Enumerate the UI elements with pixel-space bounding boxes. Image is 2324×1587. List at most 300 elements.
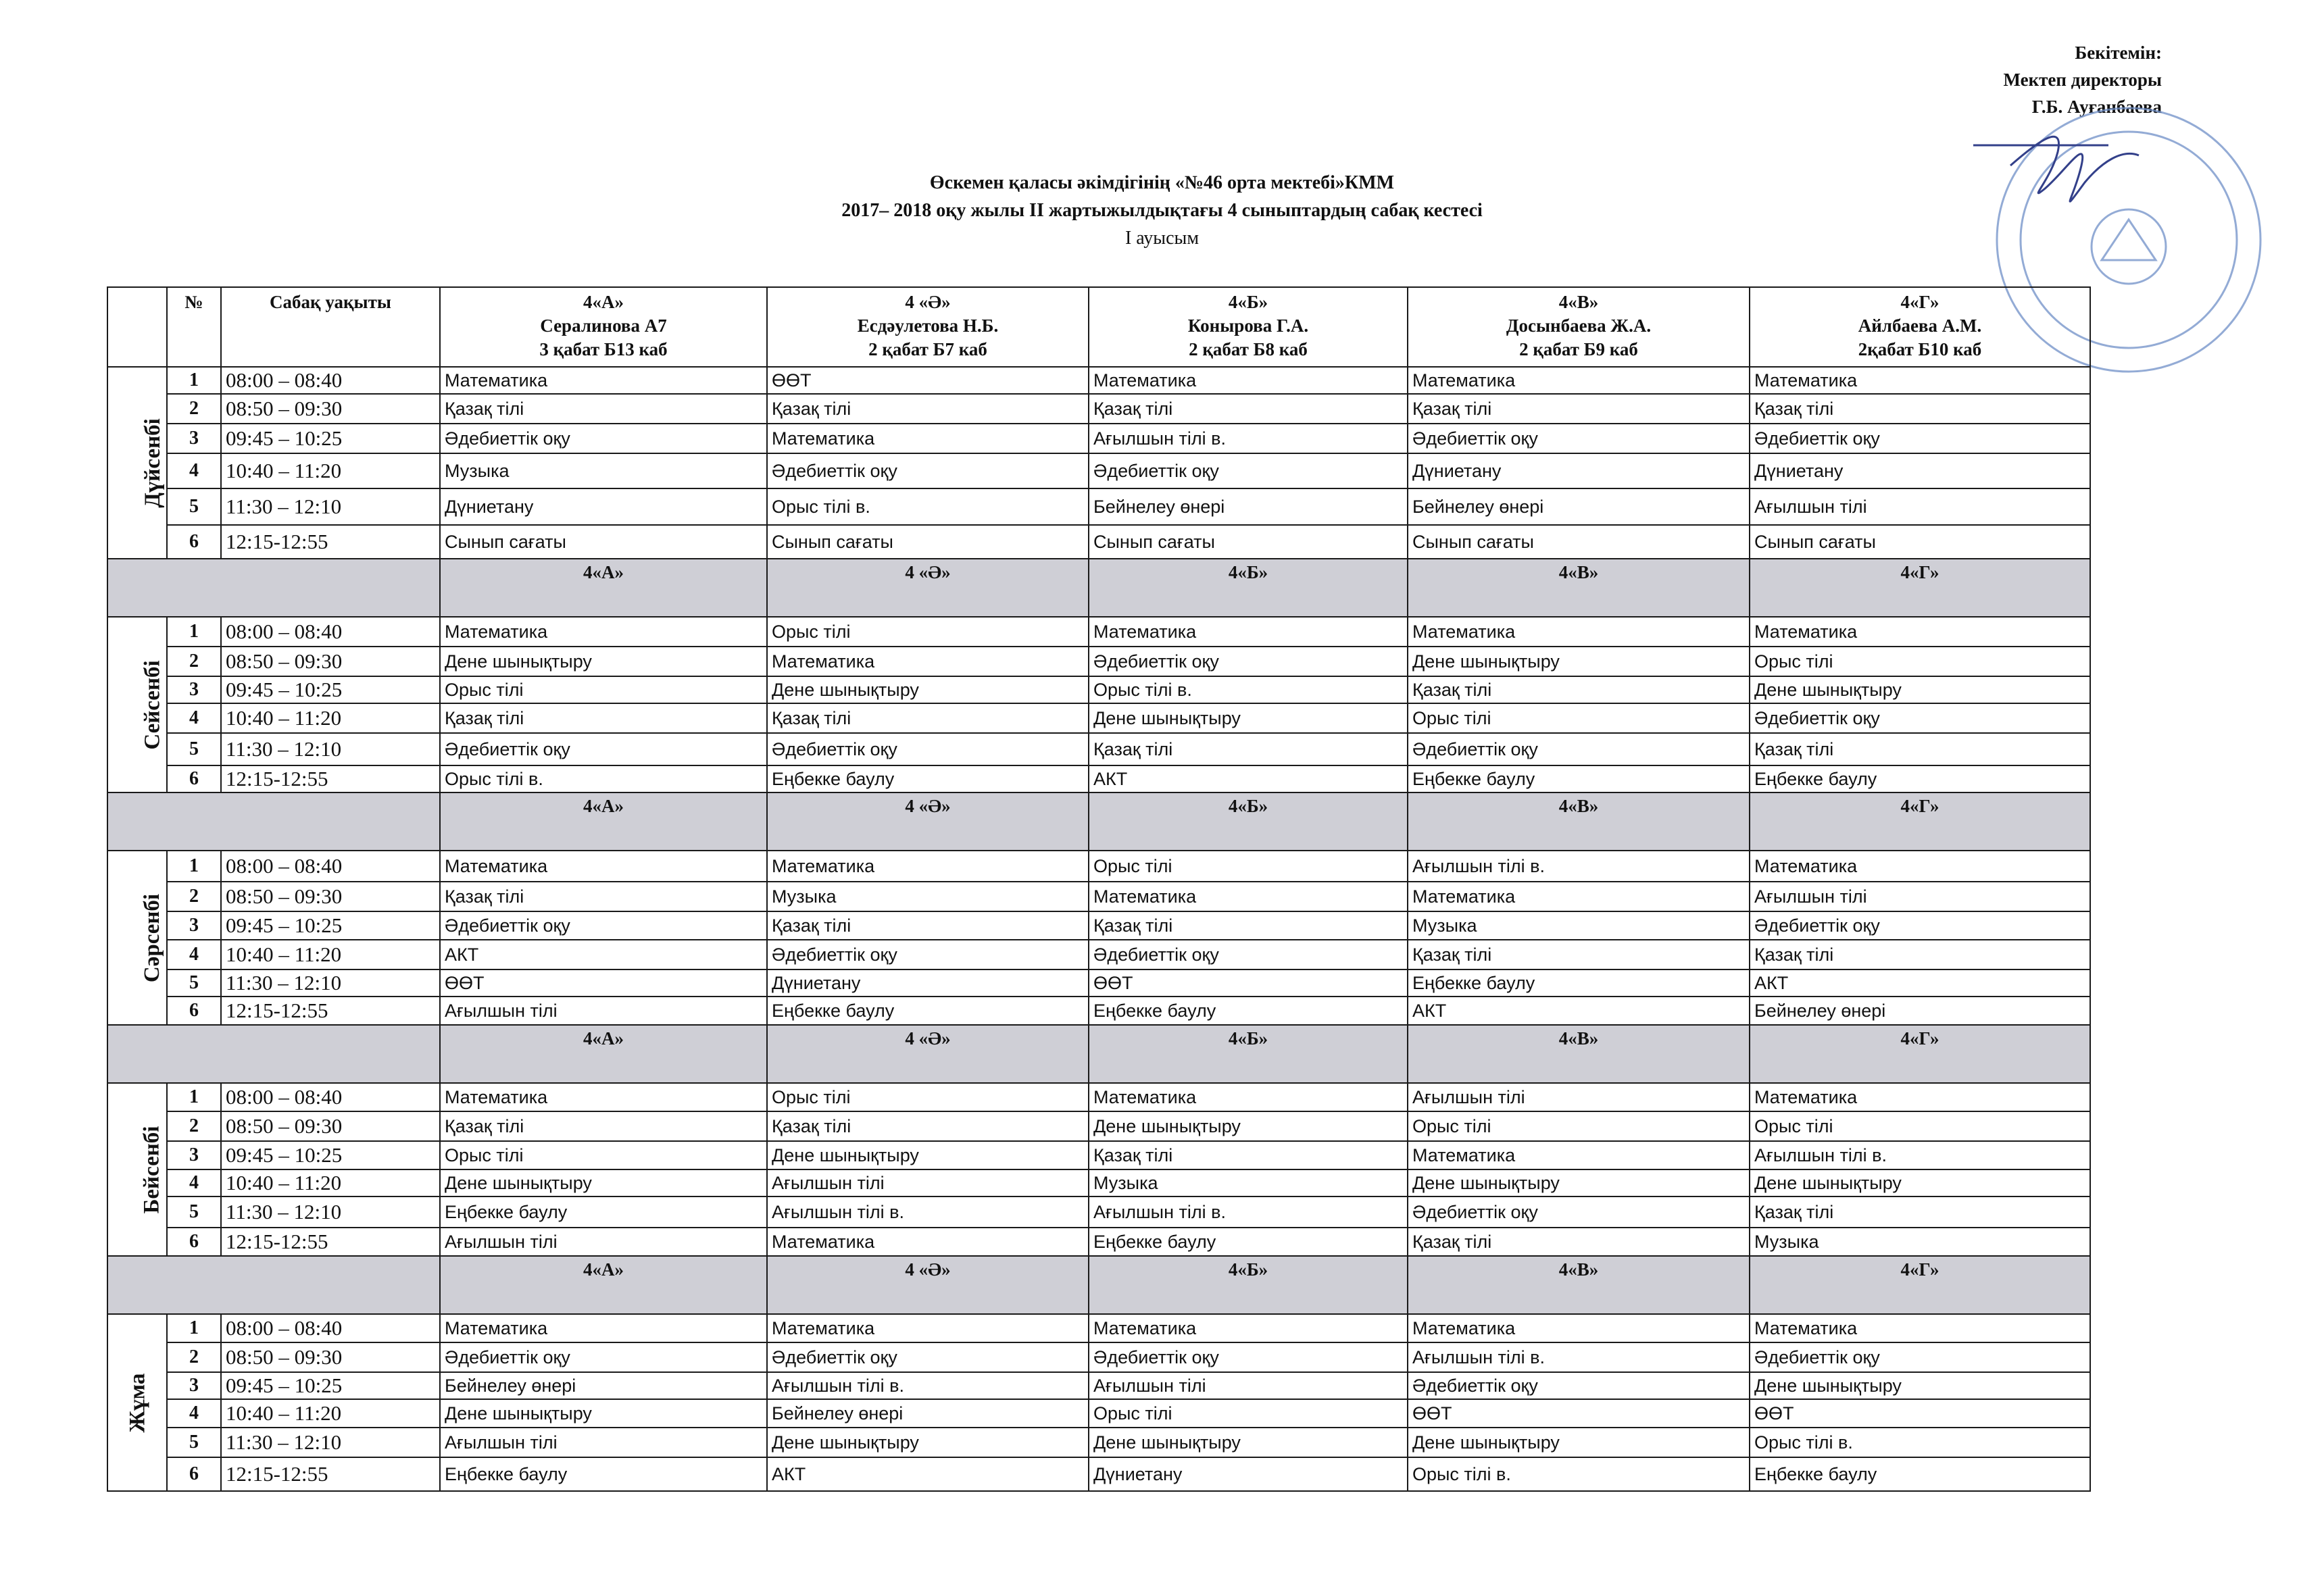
- lesson-time: 08:00 – 08:40: [221, 1083, 440, 1111]
- subject-cell: Орыс тілі: [767, 617, 1089, 647]
- lesson-row: [107, 1196, 2090, 1228]
- subject-cell: Еңбекке баулу: [767, 765, 1089, 792]
- subject-cell: Әдебиеттік оқу: [1089, 1342, 1408, 1372]
- class-separator-row: [107, 559, 2090, 617]
- shift-label: І ауысым: [1124, 228, 1200, 249]
- approval-line-3: Г.Б. Ауғанбаева: [2031, 97, 2162, 117]
- subject-cell: ӨӨТ: [1408, 1399, 1750, 1428]
- subject-cell: Дене шынықтыру: [1750, 676, 2090, 703]
- separator-class-label: 4 «Ә»: [767, 559, 1089, 617]
- subject-cell: Ағылшын тілі: [1408, 1083, 1750, 1111]
- subject-cell: ӨӨТ: [767, 367, 1089, 394]
- subject-cell: Әдебиеттік оқу: [767, 453, 1089, 488]
- subject-cell: Ағылшын тілі в.: [1089, 1196, 1408, 1228]
- subject-cell: Әдебиеттік оқу: [440, 733, 767, 765]
- subject-cell: Математика: [1750, 367, 2090, 394]
- separator-class-label: 4«В»: [1408, 1025, 1750, 1083]
- lesson-number: 2: [167, 647, 221, 676]
- lesson-time: 12:15-12:55: [221, 1457, 440, 1491]
- subject-cell: Математика: [440, 367, 767, 394]
- lesson-number: 3: [167, 911, 221, 940]
- lesson-row: [107, 1141, 2090, 1169]
- subject-cell: Қазақ тілі: [767, 911, 1089, 940]
- subject-cell: Орыс тілі в.: [1408, 1457, 1750, 1491]
- separator-class-label: 4«В»: [1408, 559, 1750, 617]
- subject-cell: Қазақ тілі: [440, 882, 767, 911]
- subject-cell: Ағылшын тілі в.: [1408, 851, 1750, 882]
- subject-cell: Қазақ тілі: [767, 1111, 1089, 1141]
- class-name: 4 «Ә»: [905, 292, 951, 312]
- lesson-number: 4: [167, 453, 221, 488]
- lesson-row: [107, 911, 2090, 940]
- class-room: 2 қабат Б9 каб: [1519, 339, 1638, 359]
- subject-cell: Математика: [1089, 882, 1408, 911]
- day-name: Дүйсенбі: [140, 418, 165, 508]
- class-teacher: Досынбаева Ж.А.: [1506, 316, 1652, 336]
- lesson-time: 09:45 – 10:25: [221, 1372, 440, 1399]
- subject-cell: Ағылшын тілі в.: [1408, 1342, 1750, 1372]
- subject-cell: Математика: [1089, 1314, 1408, 1342]
- subject-cell: Қазақ тілі: [1750, 394, 2090, 424]
- lesson-row: [107, 1372, 2090, 1399]
- lesson-time: 11:30 – 12:10: [221, 969, 440, 997]
- subject-cell: Ағылшын тілі: [440, 997, 767, 1025]
- subject-cell: Орыс тілі: [767, 1083, 1089, 1111]
- lesson-row: [107, 1228, 2090, 1256]
- subject-cell: ӨӨТ: [440, 969, 767, 997]
- lesson-row: [107, 1111, 2090, 1141]
- lesson-time: 08:50 – 09:30: [221, 1342, 440, 1372]
- lesson-row: [107, 703, 2090, 733]
- subject-cell: Әдебиеттік оқу: [1750, 911, 2090, 940]
- subject-cell: Сынып сағаты: [1750, 525, 2090, 559]
- subject-cell: Қазақ тілі: [1750, 733, 2090, 765]
- subject-cell: Дүниетану: [1750, 453, 2090, 488]
- subject-cell: Қазақ тілі: [767, 394, 1089, 424]
- subject-cell: Қазақ тілі: [440, 1111, 767, 1141]
- lesson-time: 08:00 – 08:40: [221, 367, 440, 394]
- subject-cell: Әдебиеттік оқу: [767, 733, 1089, 765]
- separator-class-label: 4«Г»: [1750, 559, 2090, 617]
- subject-cell: Сынып сағаты: [440, 525, 767, 559]
- separator-class-label: 4«Б»: [1089, 792, 1408, 851]
- subject-cell: Қазақ тілі: [1408, 676, 1750, 703]
- lesson-row: [107, 969, 2090, 997]
- lesson-time: 10:40 – 11:20: [221, 1169, 440, 1196]
- subject-cell: Математика: [767, 1314, 1089, 1342]
- lesson-row: [107, 424, 2090, 453]
- header-class-4a: [440, 287, 767, 367]
- lesson-row: [107, 1457, 2090, 1491]
- subject-cell: Математика: [1750, 1314, 2090, 1342]
- subject-cell: Ағылшын тілі в.: [767, 1196, 1089, 1228]
- subject-cell: Әдебиеттік оқу: [1408, 424, 1750, 453]
- subject-cell: Әдебиеттік оқу: [1408, 1372, 1750, 1399]
- day-name: Бейсенбі: [139, 1126, 164, 1213]
- lesson-number: 1: [167, 851, 221, 882]
- separator-class-label: 4«А»: [440, 1025, 767, 1083]
- lesson-row: [107, 647, 2090, 676]
- class-teacher: Айлбаева А.М.: [1858, 316, 1982, 336]
- lesson-number: 3: [167, 424, 221, 453]
- subject-cell: Әдебиеттік оқу: [1750, 424, 2090, 453]
- subject-cell: АКТ: [1089, 765, 1408, 792]
- lesson-number: 2: [167, 1111, 221, 1141]
- lesson-number: 4: [167, 1169, 221, 1196]
- subject-cell: Сынып сағаты: [1089, 525, 1408, 559]
- class-room: 2қабат Б10 каб: [1858, 339, 1982, 359]
- lesson-number: 1: [167, 367, 221, 394]
- separator-blank: [107, 1025, 440, 1083]
- subject-cell: Еңбекке баулу: [1750, 1457, 2090, 1491]
- subject-cell: Математика: [1408, 1141, 1750, 1169]
- subject-cell: Қазақ тілі: [1089, 733, 1408, 765]
- separator-class-label: 4«Г»: [1750, 792, 2090, 851]
- subject-cell: Дүниетану: [767, 969, 1089, 997]
- header-class-4b: [1089, 287, 1408, 367]
- separator-class-label: 4 «Ә»: [767, 792, 1089, 851]
- separator-class-label: 4«А»: [440, 559, 767, 617]
- lesson-time: 08:50 – 09:30: [221, 647, 440, 676]
- lesson-time: 08:00 – 08:40: [221, 851, 440, 882]
- class-teacher: Коныровa Г.А.: [1187, 316, 1309, 336]
- subject-cell: Дүниетану: [440, 488, 767, 525]
- subject-cell: Ағылшын тілі: [440, 1428, 767, 1457]
- subject-cell: Бейнелеу өнері: [440, 1372, 767, 1399]
- lesson-number: 5: [167, 969, 221, 997]
- lesson-row: [107, 367, 2090, 394]
- lesson-time: 08:00 – 08:40: [221, 617, 440, 647]
- document-heading: [0, 169, 2324, 252]
- lesson-number: 5: [167, 733, 221, 765]
- separator-class-label: 4«В»: [1408, 1256, 1750, 1314]
- header-day-blank: [107, 287, 167, 367]
- subject-cell: Дене шынықтыру: [1408, 1428, 1750, 1457]
- lesson-row: [107, 765, 2090, 792]
- subject-cell: Дене шынықтыру: [1750, 1372, 2090, 1399]
- subject-cell: Орыс тілі: [1408, 1111, 1750, 1141]
- schedule-body: [107, 367, 2090, 1491]
- subject-cell: ӨӨТ: [1089, 969, 1408, 997]
- class-name: 4«А»: [583, 292, 624, 312]
- subject-cell: Орыс тілі: [1089, 1399, 1408, 1428]
- class-name: 4«В»: [1558, 292, 1599, 312]
- lesson-number: 5: [167, 488, 221, 525]
- subject-cell: Математика: [1750, 617, 2090, 647]
- class-teacher: Сералинова А7: [540, 316, 667, 336]
- separator-class-label: 4«Б»: [1089, 559, 1408, 617]
- subject-cell: Музыка: [1089, 1169, 1408, 1196]
- class-room: 3 қабат Б13 каб: [539, 339, 668, 359]
- subject-cell: Математика: [767, 851, 1089, 882]
- day-label-cell: [107, 851, 167, 1025]
- lesson-row: [107, 394, 2090, 424]
- subject-cell: Қазақ тілі: [1750, 1196, 2090, 1228]
- subject-cell: Дене шынықтыру: [1089, 1428, 1408, 1457]
- subject-cell: Математика: [440, 851, 767, 882]
- subject-cell: Қазақ тілі: [1408, 394, 1750, 424]
- header-num: №: [167, 287, 221, 367]
- subject-cell: Әдебиеттік оқу: [1750, 1342, 2090, 1372]
- subject-cell: Дене шынықтыру: [767, 1428, 1089, 1457]
- subject-cell: Математика: [1408, 367, 1750, 394]
- subject-cell: АКТ: [767, 1457, 1089, 1491]
- subject-cell: Орыс тілі в.: [1089, 676, 1408, 703]
- lesson-number: 1: [167, 617, 221, 647]
- subject-cell: Ағылшын тілі: [1750, 488, 2090, 525]
- approval-line-2: Мектеп директоры: [2003, 70, 2162, 90]
- lesson-row: [107, 1169, 2090, 1196]
- subject-cell: Ағылшын тілі в.: [1750, 1141, 2090, 1169]
- subject-cell: Бейнелеу өнері: [1408, 488, 1750, 525]
- subject-cell: Еңбекке баулу: [1089, 1228, 1408, 1256]
- subject-cell: Математика: [1408, 617, 1750, 647]
- lesson-time: 09:45 – 10:25: [221, 911, 440, 940]
- subject-cell: Дүниетану: [1408, 453, 1750, 488]
- lesson-row: [107, 1342, 2090, 1372]
- subject-cell: Қазақ тілі: [1089, 394, 1408, 424]
- lesson-row: [107, 851, 2090, 882]
- lesson-time: 08:50 – 09:30: [221, 394, 440, 424]
- subject-cell: Бейнелеу өнері: [1750, 997, 2090, 1025]
- lesson-time: 12:15-12:55: [221, 525, 440, 559]
- class-room: 2 қабат Б8 каб: [1189, 339, 1308, 359]
- subject-cell: Математика: [1089, 367, 1408, 394]
- class-teacher: Есдәулетова Н.Б.: [857, 316, 999, 336]
- lesson-time: 11:30 – 12:10: [221, 1196, 440, 1228]
- subject-cell: Дене шынықтыру: [440, 1399, 767, 1428]
- subject-cell: Әдебиеттік оқу: [1089, 647, 1408, 676]
- subject-cell: Ағылшын тілі в.: [767, 1372, 1089, 1399]
- subject-cell: Әдебиеттік оқу: [440, 911, 767, 940]
- separator-class-label: 4«А»: [440, 792, 767, 851]
- subject-cell: Дене шынықтыру: [1408, 647, 1750, 676]
- subject-cell: Орыс тілі в.: [767, 488, 1089, 525]
- lesson-number: 2: [167, 882, 221, 911]
- subject-cell: АКТ: [440, 940, 767, 969]
- lesson-time: 11:30 – 12:10: [221, 1428, 440, 1457]
- approval-line-1: Бекітемін:: [2075, 43, 2162, 63]
- lesson-number: 4: [167, 1399, 221, 1428]
- subject-cell: Музыка: [1408, 911, 1750, 940]
- lesson-time: 10:40 – 11:20: [221, 1399, 440, 1428]
- lesson-row: [107, 488, 2090, 525]
- separator-class-label: 4«А»: [440, 1256, 767, 1314]
- subject-cell: Бейнелеу өнері: [767, 1399, 1089, 1428]
- subject-cell: Дене шынықтыру: [767, 676, 1089, 703]
- header-row: [107, 287, 2090, 367]
- subject-cell: Музыка: [767, 882, 1089, 911]
- subject-cell: Әдебиеттік оқу: [1408, 733, 1750, 765]
- lesson-time: 12:15-12:55: [221, 997, 440, 1025]
- separator-class-label: 4 «Ә»: [767, 1256, 1089, 1314]
- day-label-cell: [107, 367, 167, 559]
- subject-cell: Әдебиеттік оқу: [1750, 703, 2090, 733]
- header-time: Сабақ уақыты: [221, 287, 440, 367]
- lesson-number: 3: [167, 1141, 221, 1169]
- subject-cell: Еңбекке баулу: [440, 1457, 767, 1491]
- subject-cell: Орыс тілі: [1750, 1111, 2090, 1141]
- subject-cell: Еңбекке баулу: [1750, 765, 2090, 792]
- subject-cell: Дене шынықтыру: [440, 647, 767, 676]
- subject-cell: Математика: [767, 647, 1089, 676]
- lesson-number: 3: [167, 676, 221, 703]
- subject-cell: Математика: [767, 424, 1089, 453]
- lesson-number: 1: [167, 1314, 221, 1342]
- lesson-row: [107, 1399, 2090, 1428]
- lesson-row: [107, 1083, 2090, 1111]
- subject-cell: Қазақ тілі: [440, 703, 767, 733]
- lesson-time: 08:50 – 09:30: [221, 1111, 440, 1141]
- subject-cell: ӨӨТ: [1750, 1399, 2090, 1428]
- day-name: Сейсенбі: [140, 659, 165, 750]
- lesson-number: 6: [167, 1228, 221, 1256]
- header-class-4ae: [767, 287, 1089, 367]
- lesson-time: 11:30 – 12:10: [221, 733, 440, 765]
- lesson-time: 09:45 – 10:25: [221, 676, 440, 703]
- lesson-row: [107, 997, 2090, 1025]
- lesson-row: [107, 1428, 2090, 1457]
- subject-cell: Математика: [767, 1228, 1089, 1256]
- header-class-4g: [1750, 287, 2090, 367]
- subject-cell: Әдебиеттік оқу: [440, 1342, 767, 1372]
- subject-cell: Математика: [1408, 1314, 1750, 1342]
- subject-cell: Еңбекке баулу: [440, 1196, 767, 1228]
- lesson-row: [107, 617, 2090, 647]
- class-name: 4«Б»: [1228, 292, 1268, 312]
- subject-cell: Орыс тілі в.: [440, 765, 767, 792]
- subject-cell: Ағылшын тілі: [767, 1169, 1089, 1196]
- subject-cell: Ағылшын тілі: [1089, 1372, 1408, 1399]
- lesson-row: [107, 525, 2090, 559]
- day-label-cell: [107, 1314, 167, 1491]
- lesson-time: 09:45 – 10:25: [221, 1141, 440, 1169]
- lesson-time: 12:15-12:55: [221, 765, 440, 792]
- lesson-number: 3: [167, 1372, 221, 1399]
- subject-cell: Математика: [440, 1314, 767, 1342]
- lesson-time: 09:45 – 10:25: [221, 424, 440, 453]
- lesson-number: 2: [167, 1342, 221, 1372]
- subject-cell: Орыс тілі: [440, 1141, 767, 1169]
- lesson-number: 4: [167, 703, 221, 733]
- day-label-cell: [107, 617, 167, 792]
- subject-cell: Математика: [1089, 617, 1408, 647]
- lesson-number: 5: [167, 1196, 221, 1228]
- lesson-row: [107, 1314, 2090, 1342]
- subject-cell: Ағылшын тілі: [440, 1228, 767, 1256]
- class-name: 4«Г»: [1900, 292, 1939, 312]
- subject-cell: Ағылшын тілі в.: [1089, 424, 1408, 453]
- subject-cell: Орыс тілі: [1408, 703, 1750, 733]
- lesson-number: 4: [167, 940, 221, 969]
- subject-cell: Ағылшын тілі: [1750, 882, 2090, 911]
- schedule-table: [107, 286, 2091, 1492]
- subject-cell: Сынып сағаты: [767, 525, 1089, 559]
- lesson-row: [107, 453, 2090, 488]
- lesson-number: 6: [167, 525, 221, 559]
- subject-cell: Математика: [440, 1083, 767, 1111]
- schedule-title: 2017– 2018 оқу жылы ІІ жартыжылдықтағы 4 сыныптардың сабақ кестесі: [841, 200, 1483, 221]
- subject-cell: Орыс тілі в.: [1750, 1428, 2090, 1457]
- lesson-number: 1: [167, 1083, 221, 1111]
- subject-cell: Бейнелеу өнері: [1089, 488, 1408, 525]
- subject-cell: Қазақ тілі: [1089, 1141, 1408, 1169]
- lesson-number: 6: [167, 765, 221, 792]
- separator-class-label: 4«Г»: [1750, 1256, 2090, 1314]
- separator-class-label: 4«В»: [1408, 792, 1750, 851]
- subject-cell: Сынып сағаты: [1408, 525, 1750, 559]
- subject-cell: Қазақ тілі: [440, 394, 767, 424]
- lesson-time: 12:15-12:55: [221, 1228, 440, 1256]
- lesson-number: 2: [167, 394, 221, 424]
- lesson-row: [107, 733, 2090, 765]
- lesson-time: 11:30 – 12:10: [221, 488, 440, 525]
- subject-cell: Дене шынықтыру: [440, 1169, 767, 1196]
- subject-cell: АКТ: [1408, 997, 1750, 1025]
- separator-class-label: 4 «Ә»: [767, 1025, 1089, 1083]
- subject-cell: Музыка: [1750, 1228, 2090, 1256]
- subject-cell: Орыс тілі: [440, 676, 767, 703]
- subject-cell: Дүниетану: [1089, 1457, 1408, 1491]
- subject-cell: Еңбекке баулу: [767, 997, 1089, 1025]
- lesson-number: 5: [167, 1428, 221, 1457]
- subject-cell: Орыс тілі: [1089, 851, 1408, 882]
- subject-cell: Математика: [440, 617, 767, 647]
- subject-cell: Дене шынықтыру: [767, 1141, 1089, 1169]
- lesson-row: [107, 882, 2090, 911]
- subject-cell: Еңбекке баулу: [1408, 969, 1750, 997]
- separator-class-label: 4«Б»: [1089, 1256, 1408, 1314]
- subject-cell: Орыс тілі: [1750, 647, 2090, 676]
- subject-cell: Дене шынықтыру: [1408, 1169, 1750, 1196]
- subject-cell: Әдебиеттік оқу: [1408, 1196, 1750, 1228]
- subject-cell: Математика: [1750, 1083, 2090, 1111]
- subject-cell: Математика: [1750, 851, 2090, 882]
- day-label-cell: [107, 1083, 167, 1256]
- lesson-number: 6: [167, 997, 221, 1025]
- class-separator-row: [107, 1256, 2090, 1314]
- subject-cell: Математика: [1408, 882, 1750, 911]
- separator-blank: [107, 1256, 440, 1314]
- class-room: 2 қабат Б7 каб: [868, 339, 987, 359]
- lesson-number: 6: [167, 1457, 221, 1491]
- subject-cell: Еңбекке баулу: [1408, 765, 1750, 792]
- subject-cell: Қазақ тілі: [1089, 911, 1408, 940]
- subject-cell: Әдебиеттік оқу: [1089, 453, 1408, 488]
- day-name: Жұма: [125, 1373, 150, 1432]
- subject-cell: Қазақ тілі: [1408, 940, 1750, 969]
- lesson-time: 10:40 – 11:20: [221, 453, 440, 488]
- separator-class-label: 4«Г»: [1750, 1025, 2090, 1083]
- class-separator-row: [107, 792, 2090, 851]
- subject-cell: Математика: [1089, 1083, 1408, 1111]
- separator-blank: [107, 792, 440, 851]
- day-name: Сәрсенбі: [140, 893, 165, 982]
- subject-cell: Қазақ тілі: [1408, 1228, 1750, 1256]
- subject-cell: Музыка: [440, 453, 767, 488]
- class-separator-row: [107, 1025, 2090, 1083]
- subject-cell: Дене шынықтыру: [1750, 1169, 2090, 1196]
- lesson-row: [107, 676, 2090, 703]
- lesson-time: 08:00 – 08:40: [221, 1314, 440, 1342]
- subject-cell: Дене шынықтыру: [1089, 1111, 1408, 1141]
- subject-cell: АКТ: [1750, 969, 2090, 997]
- separator-blank: [107, 559, 440, 617]
- subject-cell: Дене шынықтыру: [1089, 703, 1408, 733]
- lesson-time: 10:40 – 11:20: [221, 703, 440, 733]
- subject-cell: Әдебиеттік оқу: [1089, 940, 1408, 969]
- lesson-row: [107, 940, 2090, 969]
